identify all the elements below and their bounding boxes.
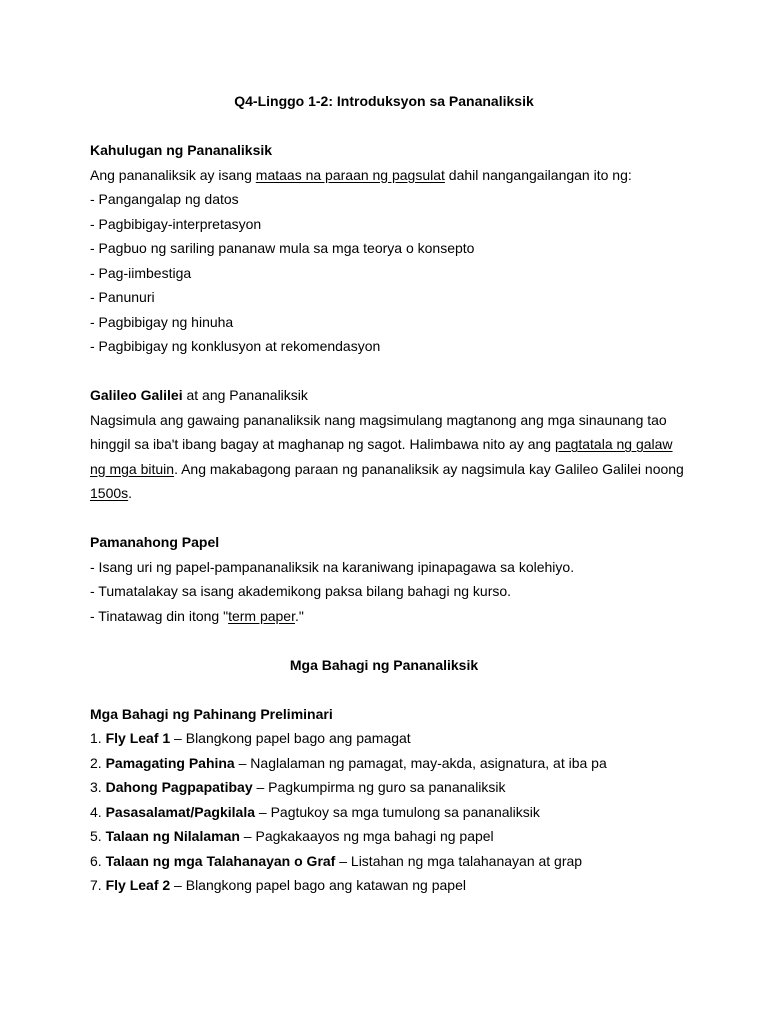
item-description: – Pagtukoy sa mga tumulong sa pananaliksik xyxy=(255,803,540,820)
item-number: 6. xyxy=(90,852,106,869)
item-description: – Blangkong papel bago ang pamagat xyxy=(170,730,411,746)
item-term: Pamagating Pahina xyxy=(105,754,235,771)
paragraph-line xyxy=(90,432,690,457)
item-term: Talaan ng Nilalaman xyxy=(105,828,240,844)
item-description: – Naglalaman ng pamagat, may-akda, asignatura, at iba pa xyxy=(234,754,607,771)
numbered-item xyxy=(90,775,690,800)
heading-bold-part: Galileo Galilei xyxy=(90,387,183,403)
list-item: - Pagbibigay ng konklusyon at rekomendasyon xyxy=(90,338,381,354)
numbered-item xyxy=(90,873,690,898)
item-term: Fly Leaf 1 xyxy=(105,730,171,746)
list-item: - Pagbibigay ng hinuha xyxy=(90,313,234,330)
document-title: Q4-Linggo 1-2: Introduksyon sa Pananaliksik xyxy=(234,93,534,109)
section-heading-preliminari: Mga Bahagi ng Pahinang Preliminari xyxy=(90,705,333,722)
text-run: . Ang makabagong paraan ng pananaliksik ay nagsimula kay Galileo Galilei noong xyxy=(174,460,684,477)
item-number: 4. xyxy=(90,803,106,820)
section-heading-pamanahong: Pamanahong Papel xyxy=(90,534,220,550)
item-description: – Blangkong papel bago ang katawan ng papel xyxy=(170,877,466,893)
intro-text: Ang pananaliksik ay isang xyxy=(90,166,256,183)
text-run: hinggil sa iba't ibang bagay at maghanap ng sagot. Halimbawa nito ay ang xyxy=(90,436,555,452)
spacer xyxy=(90,506,690,531)
spacer xyxy=(90,677,690,702)
text-run: - Tinatawag din itong " xyxy=(90,607,229,624)
paragraph-line xyxy=(90,457,690,482)
underlined-phrase: mataas na paraan ng pagsulat xyxy=(255,166,445,183)
text-run: . xyxy=(128,485,133,501)
item-number: 7. xyxy=(90,877,106,893)
list-item: - Pag-iimbestiga xyxy=(90,264,192,281)
list-item: - Pagbuo ng sariling pananaw mula sa mga teorya o konsepto xyxy=(90,240,475,256)
item-number: 1. xyxy=(90,730,106,746)
kahulugan-intro xyxy=(90,163,690,188)
list-item xyxy=(90,604,690,629)
list-item: - Pagbibigay-interpretasyon xyxy=(90,215,262,232)
numbered-item xyxy=(90,751,690,776)
paragraph-line: Nagsimula ang gawaing pananaliksik nang magsimulang magtanong ang mga sinaunang tao xyxy=(90,411,667,428)
item-number: 3. xyxy=(90,779,106,795)
list-item: - Tumatalakay sa isang akademikong paksa bilang bahagi ng kurso. xyxy=(90,583,512,599)
list-item: - Isang uri ng papel-pampananaliksik na karaniwang ipinapagawa sa kolehiyo. xyxy=(90,558,575,575)
spacer xyxy=(90,628,690,653)
underlined-phrase: term paper xyxy=(228,607,295,624)
section-heading-kahulugan: Kahulugan ng Pananaliksik xyxy=(90,142,273,158)
document-body xyxy=(90,89,690,898)
section-title-bahagi: Mga Bahagi ng Pananaliksik xyxy=(289,656,479,673)
paragraph-line xyxy=(90,481,690,506)
spacer xyxy=(90,359,690,384)
numbered-item xyxy=(90,726,690,751)
item-term: Dahong Pagpapatibay xyxy=(105,779,253,795)
list-item: - Pangangalap ng datos xyxy=(90,191,239,207)
numbered-item xyxy=(90,849,690,874)
underlined-phrase: ng mga bituin xyxy=(90,460,175,477)
text-run: ." xyxy=(295,607,304,624)
section-heading-galileo xyxy=(90,383,690,408)
heading-rest: at ang Pananaliksik xyxy=(182,387,308,403)
item-number: 5. xyxy=(90,828,106,844)
item-description: – Listahan ng mga talahanayan at grap xyxy=(335,852,583,869)
item-term: Fly Leaf 2 xyxy=(105,877,171,893)
numbered-item xyxy=(90,800,690,825)
list-item: - Panunuri xyxy=(90,289,155,305)
intro-text-end: dahil nangangailangan ito ng: xyxy=(444,166,632,183)
item-description: – Pagkakaayos ng mga bahagi ng papel xyxy=(239,828,494,844)
item-description: – Pagkumpirma ng guro sa pananaliksik xyxy=(252,779,506,795)
spacer xyxy=(90,114,690,139)
numbered-item xyxy=(90,824,690,849)
item-term: Pasasalamat/Pagkilala xyxy=(105,803,256,820)
item-number: 2. xyxy=(90,754,106,771)
underlined-phrase: 1500s xyxy=(90,485,129,501)
item-term: Talaan ng mga Talahanayan o Graf xyxy=(105,852,336,869)
underlined-phrase: pagtatala ng galaw xyxy=(555,436,673,452)
